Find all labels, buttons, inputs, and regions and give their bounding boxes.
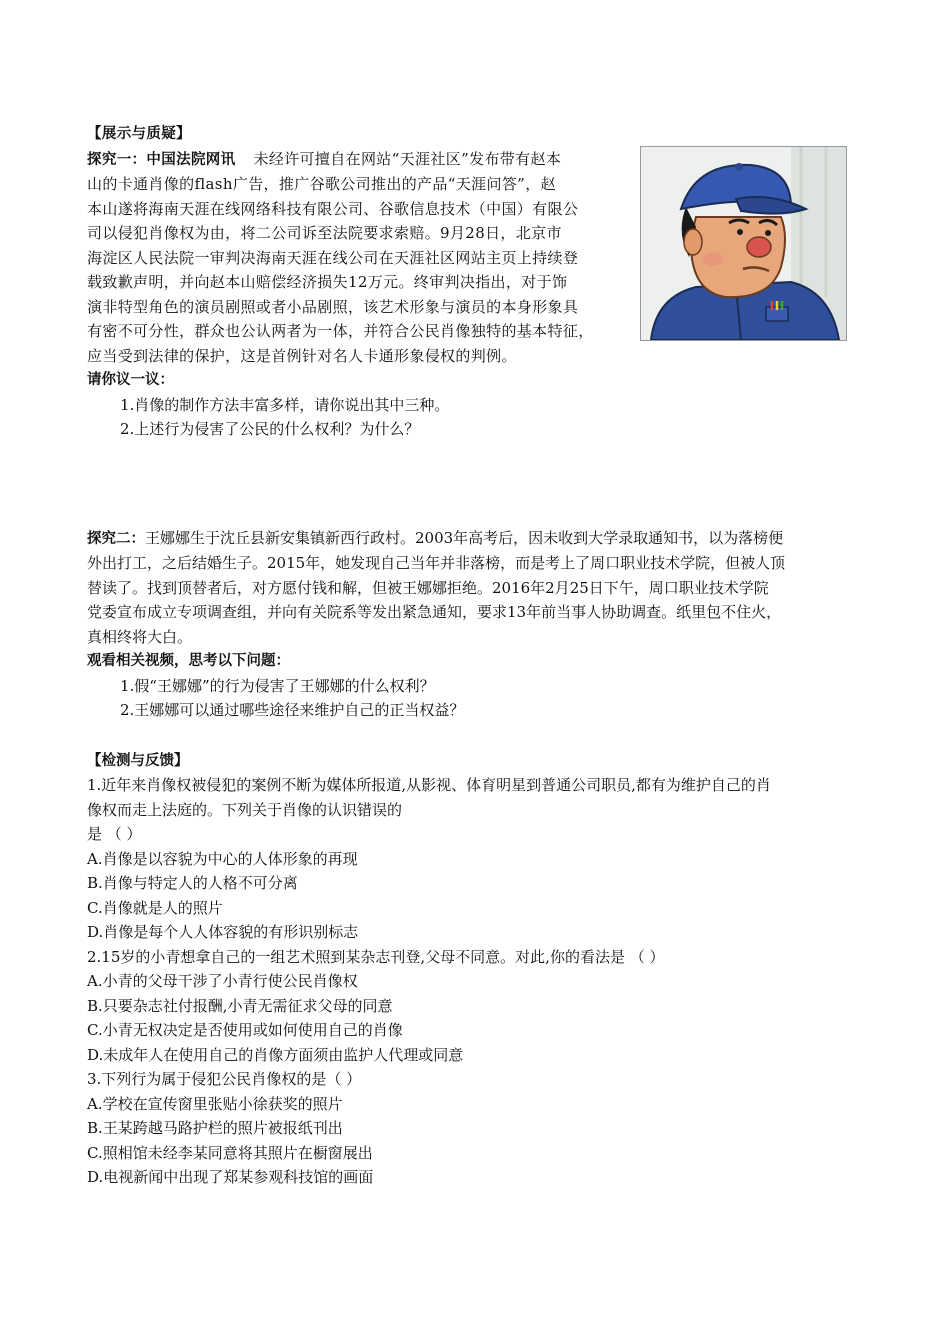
question-1-option: D.肖像是每个人人体容貌的有形识别标志 <box>87 923 359 941</box>
cartoon-portrait-drawing <box>641 147 846 340</box>
question-2-option: B.只要杂志社付报酬,小青无需征求父母的同意 <box>87 996 393 1015</box>
explore-two-first-line <box>87 526 867 552</box>
section-heading-feedback: 【检测与反馈】 <box>87 752 189 769</box>
discuss-label: 请你议一议： <box>87 372 174 388</box>
video-question-2: 2.王娜娜可以通过哪些途径来维护自己的正当权益？ <box>120 701 465 719</box>
explore-one-first-line <box>87 147 632 173</box>
cartoon-portrait-image <box>640 146 847 341</box>
explore-two-block <box>87 526 867 650</box>
question-1-line: 1.近年来肖像权被侵犯的案例不断为媒体所报道,从影视、体育明星到普通公司职员,都有为维护自己的肖 <box>87 776 771 794</box>
video-question-1: 1.假“王娜娜”的行为侵害了王娜娜的什么权利？ <box>120 676 435 695</box>
explore-two-line: 党委宣布成立专项调查组，并向有关院系等发出紧急通知，要求13年前当事人协助调查。纸里包不住火， <box>87 603 782 621</box>
spacer <box>87 723 867 749</box>
explore-one-line: 本山遂将海南天涯在线网络科技有限公司、谷歌信息技术（中国）有限公 <box>87 199 579 218</box>
question-3-option: B.王某跨越马路护栏的照片被报纸刊出 <box>87 1119 343 1137</box>
question-1-option: A.肖像是以容貌为中心的人体形象的再现 <box>87 849 358 868</box>
explore-two-line: 外出打工，之后结婚生子。2015年，她发现自己当年并非落榜，而是考上了周口职业技术学院，但被人顶 <box>87 554 786 572</box>
question-3-option: A.学校在宣传窗里张贴小徐获奖的照片 <box>87 1094 343 1113</box>
explore-one-line: 载致歉声明，并向赵本山赔偿经济损失12万元。终审判决指出，对于饰 <box>87 273 568 291</box>
question-2-stem: 2.15岁的小青想拿自己的一组艺术照到某杂志刊登,父母不同意。对此,你的看法是 （ ） <box>87 947 665 966</box>
question-2-option: A.小青的父母干涉了小青行使公民肖像权 <box>87 972 358 990</box>
video-label: 观看相关视频，思考以下问题： <box>87 653 290 669</box>
explore-one-block <box>87 122 632 368</box>
question-2-option: C.小青无权决定是否使用或如何使用自己的肖像 <box>87 1021 403 1039</box>
explore-two-label: 探究二： <box>87 530 145 547</box>
section-heading-display: 【展示与质疑】 <box>87 126 191 142</box>
answer-space <box>87 442 867 526</box>
question-1-line: 是 （ ） <box>87 825 142 843</box>
explore-one-line: 山的卡通肖像的flash广告，推广谷歌公司推出的产品“天涯问答”，赵 <box>87 175 556 193</box>
question-3-stem: 3.下列行为属于侵犯公民肖像权的是（ ） <box>87 1070 362 1088</box>
explore-two-line: 真相终将大白。 <box>87 627 193 646</box>
explore-one-line: 海淀区人民法院一审判决海南天涯在线公司在天涯社区网站主页上持续登 <box>87 248 579 267</box>
explore-two-line: 替读了。找到顶替者后，对方愿付钱和解，但被王娜娜拒绝。2016年2月25日下午，周口职业技术学院 <box>87 578 769 597</box>
question-1-option: B.肖像与特定人的人格不可分离 <box>87 874 298 892</box>
explore-one-text: 未经许可擅自在网站“天涯社区”发布带有赵本 <box>253 149 562 168</box>
explore-two-text: 王娜娜生于沈丘县新安集镇新西行政村。2003年高考后，因未收到大学录取通知书，以为落榜便 <box>145 528 784 547</box>
question-3-option: C.照相馆未经李某同意将其照片在橱窗展出 <box>87 1143 373 1162</box>
discuss-question-2: 2.上述行为侵害了公民的什么权利？为什么？ <box>120 420 420 438</box>
question-1-option: C.肖像就是人的照片 <box>87 898 223 917</box>
question-1-line: 像权而走上法庭的。下列关于肖像的认识错误的 <box>87 800 403 819</box>
explore-one-line: 演非特型角色的演员剧照或者小品剧照，该艺术形象与演员的本身形象具 <box>87 297 579 316</box>
explore-one-line: 有密不可分性，群众也公认两者为一体，并符合公民肖像独特的基本特征， <box>87 322 594 340</box>
question-3-option: D.电视新闻中出现了郑某参观科技馆的画面 <box>87 1168 374 1186</box>
explore-one-label: 探究一：中国法院网讯 <box>87 151 236 168</box>
discuss-question-1: 1.肖像的制作方法丰富多样，请你说出其中三种。 <box>120 395 450 414</box>
explore-one-line: 司以侵犯肖像权为由，将二公司诉至法院要求索赔。9月28日，北京市 <box>87 224 562 242</box>
question-2-option: D.未成年人在使用自己的肖像方面须由监护人代理或同意 <box>87 1045 464 1064</box>
explore-one-line: 应当受到法律的保护，这是首例针对名人卡通形象侵权的判例。 <box>87 346 517 365</box>
